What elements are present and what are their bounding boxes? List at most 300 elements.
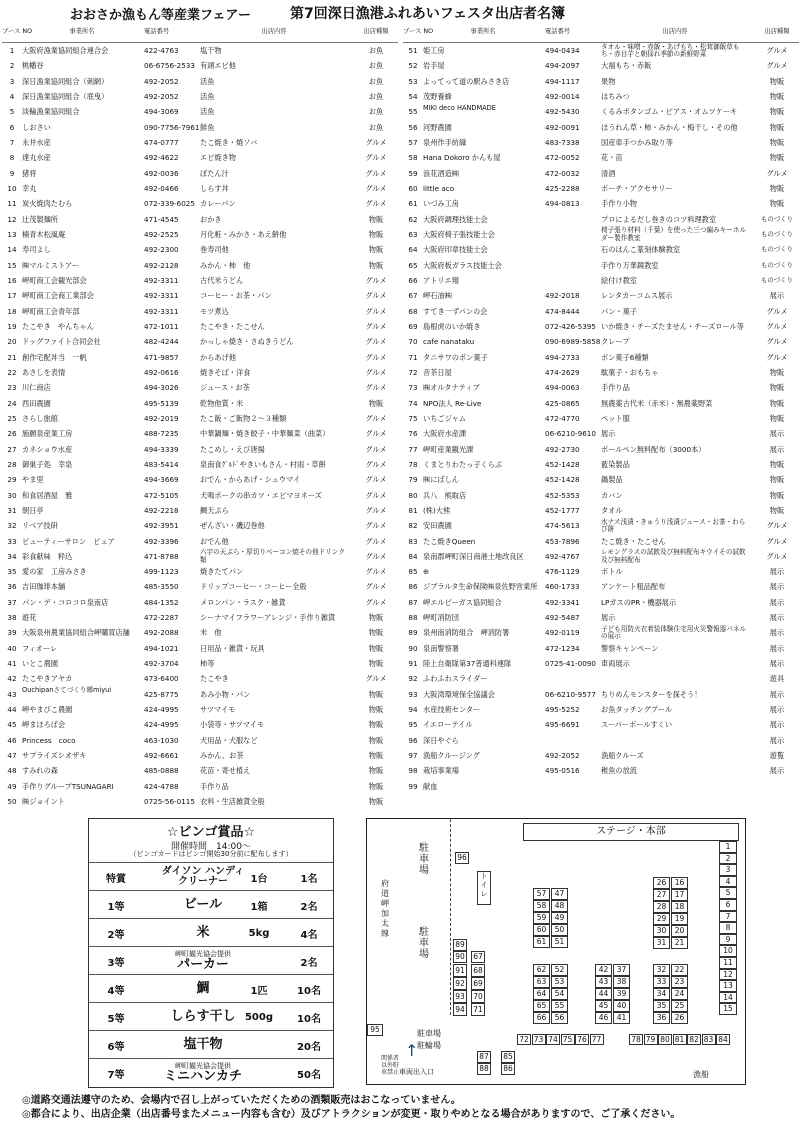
booth-number: 12: [7, 214, 17, 224]
booth-number: 62: [408, 214, 418, 224]
col-booth: ブース NO: [2, 28, 33, 35]
booth-number: 53: [408, 76, 418, 86]
vendor-name: 遊花: [22, 613, 37, 623]
booth-number: 98: [408, 766, 418, 776]
category: 物販: [368, 245, 384, 255]
category: 物販: [769, 490, 785, 500]
note-1: ◎道路交通法遵守のため、会場内で召し上がっていただくための酒類販売はおこなっていません。: [22, 1095, 461, 1106]
phone-number: 488-7235: [144, 429, 179, 439]
offering: 手作り品: [601, 383, 630, 393]
booth-box: 47: [551, 888, 568, 900]
vendor-name: 栽培事業場: [423, 766, 459, 776]
booth-number: 23: [7, 383, 17, 393]
offering: 焼きたてパン: [200, 567, 244, 577]
category: 物販: [769, 122, 785, 132]
booth-number: 67: [408, 291, 418, 301]
parking-label-1: 駐車場: [419, 843, 429, 876]
phone-number: 090-7756-7961: [144, 122, 200, 132]
booth-box: 6: [719, 899, 737, 911]
phone-number: 460-1733: [545, 582, 580, 592]
booth-box: 65: [533, 1000, 550, 1012]
booth-box: 22: [671, 964, 688, 976]
exit-arrow-icon: ↑: [405, 1041, 419, 1060]
prize-count: 1名: [300, 873, 318, 885]
table-row: [403, 43, 799, 58]
phone-number: 492-4767: [545, 551, 580, 561]
prize-name: ビール: [183, 897, 223, 913]
phone-number: 474-8444: [545, 306, 580, 316]
vendor-name: 河野農園: [423, 122, 452, 132]
category: グルメ: [766, 536, 788, 546]
phone-number: 492-2088: [144, 628, 179, 638]
booth-box: 71: [471, 1003, 485, 1016]
vendor-name: ㈱マルミストアー: [22, 260, 80, 270]
offering: 犬用品・犬服など: [200, 735, 258, 745]
booth-box: 13: [719, 980, 737, 992]
table-row: [2, 288, 398, 303]
offering: サツマイモ: [200, 705, 236, 715]
offering: カレーパン: [200, 199, 236, 209]
category: グルメ: [365, 521, 387, 531]
table-row: [403, 595, 799, 610]
category: 展示: [769, 597, 785, 607]
vendor-name: 泉南郡岬町深日商港土地改良区: [423, 551, 524, 561]
vendor-name: 吉田珈琲本舗: [22, 582, 66, 592]
booth-box: 46: [595, 1012, 612, 1024]
category: 物販: [769, 91, 785, 101]
booth-number: 6: [9, 122, 15, 132]
booth-box: 39: [613, 988, 630, 1000]
prize-count: 10名: [297, 1013, 321, 1025]
booth-box: 36: [653, 1012, 670, 1024]
prize-grade: 2等: [107, 929, 125, 941]
category: 展示: [769, 689, 785, 699]
page-header: [0, 2, 803, 24]
table-row: [403, 656, 799, 671]
booth-box: 3: [719, 864, 737, 876]
category: グルメ: [766, 352, 788, 362]
phone-number: 424-4995: [144, 705, 179, 715]
offering: かっしゃ焼き・さぬきうどん: [200, 337, 294, 347]
table-row: [403, 120, 799, 135]
booth-box: 29: [653, 913, 670, 925]
table-row: [403, 717, 799, 732]
offering: たこ焼き・焼ソバ: [200, 137, 258, 147]
vendor-name: ㈱にばしん: [423, 475, 459, 485]
phone-number: 474-0777: [144, 137, 179, 147]
vendor-name: 深日漁業協同組合（刺網）: [22, 76, 109, 86]
prize-grade: 5等: [107, 1013, 125, 1025]
offering: 中華鍋麺・焼き餃子・中華麺菜（曲菜）: [200, 429, 330, 439]
category: 展示: [769, 766, 785, 776]
phone-number: 476-1129: [545, 567, 580, 577]
vendor-name: ふわふわスライダー: [423, 674, 488, 684]
vendor-name: サプライズシオザキ: [22, 751, 87, 761]
table-row: [2, 89, 398, 104]
phone-number: 499-1123: [144, 567, 179, 577]
vendor-name: 創作宅配丼当 一帆: [22, 352, 87, 362]
booth-box: 81: [673, 1034, 687, 1045]
category: グルメ: [365, 367, 387, 377]
vendor-name: いづみ工房: [423, 199, 459, 209]
phone-number: 06-6756-2533: [144, 61, 195, 71]
vendor-name: やま里: [22, 475, 44, 485]
booth-box: 51: [551, 936, 568, 948]
phone-number: 492-0036: [144, 168, 179, 178]
offering: はちみつ: [601, 91, 630, 101]
booth-number: 14: [7, 245, 17, 255]
col-name: 事業所名: [470, 28, 496, 35]
table-row: [403, 74, 799, 89]
offering: あみ小物・パン: [200, 689, 251, 699]
offering: 稚魚の放流: [601, 766, 637, 776]
table-row: [2, 365, 398, 380]
category: 物販: [769, 153, 785, 163]
category: 物販: [368, 214, 384, 224]
table-row: [403, 702, 799, 717]
parking-label-3: 駐車場: [417, 1029, 441, 1038]
vendor-name: あさしを表情: [22, 367, 66, 377]
booth-box: 94: [453, 1003, 467, 1016]
prize-grade: 6等: [107, 1041, 125, 1053]
table-row: [2, 396, 398, 411]
booth-number: 71: [408, 352, 418, 362]
phone-number: 495-5139: [144, 398, 179, 408]
category: 物販: [368, 643, 384, 653]
phone-number: 492-0616: [144, 367, 179, 377]
booth-number: 64: [408, 245, 418, 255]
phone-number: 090-6989-5858: [545, 337, 601, 347]
booth-number: 80: [408, 490, 418, 500]
category: グルメ: [766, 61, 788, 71]
vendor-name: 岬町消防団: [423, 613, 459, 623]
booth-number: 73: [408, 383, 418, 393]
offering: シーナマイフラワーアレンジ・手作り雑貨: [200, 613, 336, 623]
booth-box: 38: [613, 976, 630, 988]
offering: 月化粧・みかさ・あえ餅他: [200, 229, 287, 239]
booth-box: 64: [533, 988, 550, 1000]
vendor-name: 彩食献味 粋込: [22, 551, 73, 561]
table-row: [2, 595, 398, 610]
offering: たこやき: [200, 674, 229, 684]
category: 展示: [769, 628, 785, 638]
header-subtitle: おおさか漁もん等産業フェアー: [70, 8, 251, 23]
booth-number: 92: [408, 674, 418, 684]
phone-number: 492-2052: [545, 751, 580, 761]
vendor-name: 岬まほろば会: [22, 720, 66, 730]
offering: おでん他: [200, 536, 229, 546]
category: グルメ: [365, 337, 387, 347]
table-row: [2, 733, 398, 748]
booth-number: 75: [408, 413, 418, 423]
phone-number: 484-1352: [144, 597, 179, 607]
phone-number: 492-3396: [144, 536, 179, 546]
booth-box: 90: [453, 951, 467, 963]
booth-number: 47: [7, 751, 17, 761]
category: お魚: [368, 61, 384, 71]
table-row: [2, 411, 398, 426]
vendor-name: 陸上自衛隊第37普通科連隊: [423, 659, 512, 669]
phone-number: 492-2128: [144, 260, 179, 270]
booth-number: 85: [408, 567, 418, 577]
road-label: 府道岬加太線: [381, 879, 389, 938]
vendor-name: アトリエ翔: [423, 275, 459, 285]
booth-box: 79: [644, 1034, 658, 1045]
bingo-note: （ビンゴカードはビンゴ開始30分前に配布します）: [129, 850, 293, 858]
vendor-name: パン・デ・コロコロ泉南店: [22, 597, 109, 607]
booth-number: 3: [9, 76, 15, 86]
booth-number: 24: [7, 398, 17, 408]
table-row: [2, 304, 398, 319]
booth-number: 5: [9, 107, 15, 117]
offering: タオル: [601, 505, 623, 515]
phone-number: 452-1777: [545, 505, 580, 515]
booth-box: 19: [671, 913, 688, 925]
table-row: [2, 273, 398, 288]
table-row: [2, 319, 398, 334]
phone-number: 492-0014: [545, 91, 580, 101]
booth-number: 77: [408, 444, 418, 454]
table-row: [2, 74, 398, 89]
booth-number: 26: [7, 429, 17, 439]
vendor-name: 岬町商工会商工業部会: [22, 291, 94, 301]
category: グルメ: [766, 551, 788, 561]
offering: 有頭エビ他: [200, 61, 236, 71]
prize-name: ダイソン ハンディ クリーナー: [161, 865, 245, 887]
booth-number: 1: [9, 46, 15, 55]
category: グルメ: [365, 291, 387, 301]
category: 物販: [769, 76, 785, 86]
booth-box: 24: [671, 988, 688, 1000]
venue-map: [366, 818, 746, 1085]
vendor-name: 愛の家 工房みさき: [22, 567, 87, 577]
booth-number: 97: [408, 751, 418, 761]
offering: 警察キャンペーン: [601, 643, 659, 653]
booth-number: 9: [9, 168, 15, 178]
booth-box: 48: [551, 900, 568, 912]
booth-number: 21: [7, 352, 17, 362]
phone-number: 425-8775: [144, 689, 179, 699]
phone-number: 492-0466: [144, 183, 179, 193]
phone-number: 463-1030: [144, 735, 179, 745]
table-row: [2, 610, 398, 625]
prize-name: 塩干物: [183, 1037, 223, 1053]
booth-box: 92: [453, 977, 467, 990]
booth-box: 49: [551, 912, 568, 924]
table-row: [2, 457, 398, 472]
vendor-name: 西田農園: [22, 398, 51, 408]
offering: ドリップコーヒー・コーヒー全般: [200, 582, 307, 592]
category: ものづくり: [761, 260, 793, 269]
vendor-name: 大阪府印章技能士会: [423, 245, 488, 255]
table-row: [403, 733, 799, 748]
offering: 乾物他質・米: [200, 398, 244, 408]
booth-number: 99: [408, 781, 418, 791]
category: グルメ: [766, 321, 788, 331]
offering: 子ども用防火衣着装体験住宅用火災警報器パネルの展示: [601, 624, 747, 641]
offering: LPガスのPR・機器展示: [601, 597, 677, 607]
booth-number: 95: [408, 720, 418, 730]
booth-box: 95: [367, 1024, 383, 1036]
prize-row: [89, 974, 333, 1003]
booth-box: 34: [653, 988, 670, 1000]
category: ものづくり: [761, 214, 793, 223]
booth-number: 96: [408, 735, 418, 745]
booth-box: 4: [719, 876, 737, 888]
vendor-name: 大阪府板ガラス技能士会: [423, 260, 502, 270]
category: 展示: [769, 582, 785, 592]
col-booth: ブース NO: [403, 28, 434, 35]
booth-number: 45: [7, 720, 17, 730]
category: 物販: [368, 720, 384, 730]
table-row: [2, 687, 398, 702]
prize-grade: 3等: [107, 957, 125, 969]
phone-number: 492-5430: [545, 107, 580, 117]
booth-box: 57: [533, 888, 550, 900]
phone-number: 485-3550: [144, 582, 179, 592]
table-row: [2, 549, 398, 564]
offering: 展示: [601, 429, 616, 439]
offering: タオル・味噌・赤飯・あげもち・松茸御飯草もち・赤目芋と朝採れ季節の新鮮野菜: [601, 42, 740, 58]
offering: くるみボタンゴム・ピアス・オムツケーキ: [601, 107, 738, 117]
booth-number: 59: [408, 168, 418, 178]
phone-number: 492-2052: [144, 91, 179, 101]
offering: ポン菓子6種類: [601, 352, 649, 362]
category: お魚: [368, 46, 384, 55]
category: お魚: [368, 91, 384, 101]
booth-box: 26: [671, 1012, 688, 1024]
vendor-name: ビューティーサロン ピュア: [22, 536, 115, 546]
prize-row: [89, 1058, 333, 1087]
table-row: [2, 196, 398, 211]
vendor-name: いちごジャム: [423, 413, 466, 423]
category: 物販: [368, 751, 384, 761]
booth-box: 74: [546, 1034, 560, 1045]
booth-number: 25: [7, 413, 17, 423]
table-row: [403, 58, 799, 73]
vendor-name: 川仁商店: [22, 383, 51, 393]
booth-number: 93: [408, 689, 418, 699]
prize-unit: 1箱: [250, 901, 268, 913]
booth-number: 66: [408, 275, 418, 285]
phone-number: 473-6400: [144, 674, 179, 684]
vendor-name: Ouchipanさてづくり郷miyui: [22, 686, 112, 695]
vendor-name: 岬石油㈱: [423, 291, 452, 301]
booth-box: 26: [653, 877, 670, 889]
vendor-table-left: [2, 26, 398, 809]
category: グルメ: [365, 321, 387, 331]
booth-box: 25: [671, 1000, 688, 1012]
table-row: [2, 564, 398, 579]
table-row: [403, 334, 799, 349]
table-row: [403, 273, 799, 288]
booth-number: 44: [7, 705, 17, 715]
booth-box: 86: [501, 1063, 515, 1075]
category: お魚: [368, 122, 384, 132]
vendor-name: 岬町商工会青年部: [22, 306, 80, 316]
booth-box: 40: [613, 1000, 630, 1012]
prize-row: [89, 862, 333, 891]
table-row: [2, 717, 398, 732]
booth-box: 5: [719, 887, 737, 899]
booth-box: 85: [501, 1051, 515, 1063]
phone-number: 422-4763: [144, 46, 179, 55]
booth-box: 41: [613, 1012, 630, 1024]
stage-area: ステージ・本部: [523, 823, 739, 841]
vendor-name: いとこ農園: [22, 659, 58, 669]
vendor-name: 大阪湾環境保全協議会: [423, 689, 495, 699]
vendor-name: 永井水産: [22, 137, 51, 147]
offering: 水ナス浅漬・きゅうり浅漬ジュース・お茶・わらび餅: [601, 517, 746, 534]
offering: レモングラスの試飲及び無料配布キウイその試飲及び無料配布: [601, 548, 746, 564]
booth-number: 8: [9, 153, 15, 163]
vendor-name: たこやきアヤカ: [22, 674, 73, 684]
booth-box: 16: [671, 877, 688, 889]
booth-number: 22: [7, 367, 17, 377]
booth-box: 43: [595, 976, 612, 988]
category: グルメ: [365, 413, 387, 423]
table-row: [2, 104, 398, 119]
phone-number: 453-7896: [545, 536, 580, 546]
category: 物販: [368, 735, 384, 745]
vendor-name: (株)大熊: [423, 505, 451, 515]
booth-box: 59: [533, 912, 550, 924]
offering: メロンパン・ラスク・雑貨: [200, 597, 286, 607]
phone-number: 072-339-6025: [144, 199, 195, 209]
prize-unit: [234, 947, 284, 975]
table-row: [403, 212, 799, 227]
offering: プロによるだし巻きのコツ料理教室: [601, 214, 717, 224]
booth-number: 27: [7, 444, 17, 454]
table-row: [403, 319, 799, 334]
phone-number: 452-1428: [545, 475, 580, 485]
offering: レンタカーコムス展示: [601, 291, 673, 301]
vendor-name: しおさい: [22, 122, 51, 132]
booth-box: 67: [471, 951, 485, 963]
booth-box: 9: [719, 934, 737, 946]
table-row: [403, 534, 799, 549]
booth-number: 10: [7, 183, 17, 193]
phone-number: 06-6210-9610: [545, 429, 596, 439]
phone-number: 474-2629: [545, 367, 580, 377]
vendor-name: 寿司よし: [22, 245, 51, 255]
vendor-name: すてき一ずパンの会: [423, 306, 488, 316]
phone-number: 474-5613: [545, 521, 580, 531]
booth-box: 31: [653, 937, 670, 949]
booth-box: 21: [671, 937, 688, 949]
table-row: [403, 779, 799, 794]
table-row: [403, 258, 799, 273]
bingo-time: 開催時間 14:00～: [171, 842, 251, 852]
phone-number: 472-5105: [144, 490, 179, 500]
phone-number: 494-1117: [545, 76, 580, 86]
booth-box: 53: [551, 976, 568, 988]
booth-box: 55: [551, 1000, 568, 1012]
table-row: [403, 426, 799, 441]
phone-number: 072-426-5395: [545, 321, 596, 331]
booth-box: 93: [453, 990, 467, 1003]
booth-box: 78: [629, 1034, 643, 1045]
category: 展示: [769, 720, 785, 730]
booth-number: 38: [7, 613, 17, 623]
phone-number: 492-2019: [144, 413, 179, 423]
category: 展示: [769, 659, 785, 669]
col-name: 事業所名: [69, 28, 95, 35]
phone-number: 495-5252: [545, 705, 580, 715]
category: グルメ: [365, 153, 387, 163]
col-tel: 電話番号: [545, 28, 571, 35]
booth-number: 87: [408, 597, 418, 607]
